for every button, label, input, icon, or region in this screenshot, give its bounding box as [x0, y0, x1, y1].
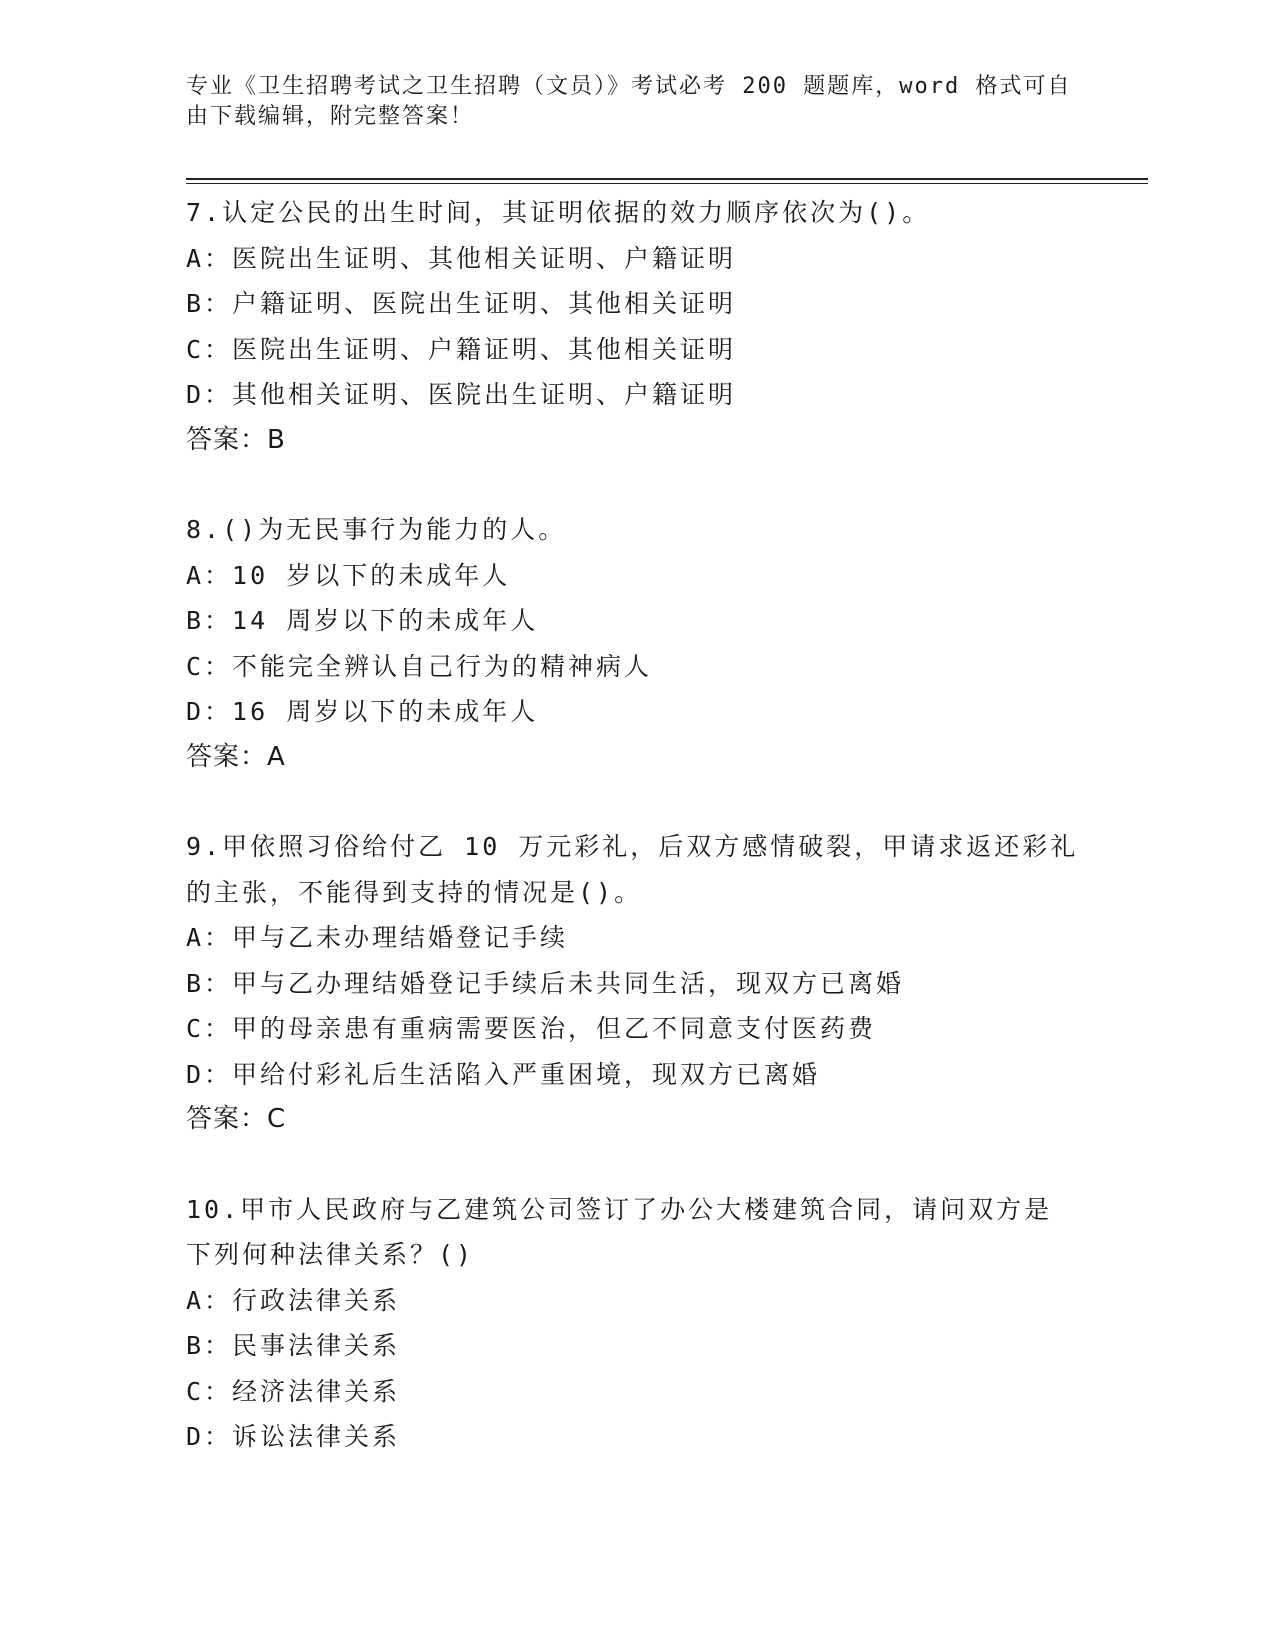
option-a: A：医院出生证明、其他相关证明、户籍证明: [186, 243, 737, 273]
option-d: D：其他相关证明、医院出生证明、户籍证明: [186, 380, 737, 409]
option-b: B：民事法律关系: [186, 1331, 401, 1360]
option-a: A：甲与乙未办理结婚登记手续: [186, 923, 569, 952]
question-10: [186, 1187, 1086, 1460]
option-a: A：行政法律关系: [186, 1285, 401, 1315]
header-line-2: 由下载编辑，附完整答案！: [186, 104, 475, 129]
question-9: [186, 824, 1086, 1143]
option-a: A：10 岁以下的未成年人: [186, 560, 511, 590]
question-stem-continued: 下列何种法律关系？(): [186, 1240, 475, 1269]
question-stem: 7.认定公民的出生时间，其证明依据的效力顺序依次为()。: [186, 198, 931, 227]
header-line-1: 专业《卫生招聘考试之卫生招聘（文员）》考试必考 200 题题库，word 格式可自: [186, 74, 1072, 99]
option-c: C：医院出生证明、户籍证明、其他相关证明: [186, 334, 737, 364]
option-b: B：户籍证明、医院出生证明、其他相关证明: [186, 289, 737, 318]
answer-line: 答案：B: [186, 424, 286, 455]
option-d: D：16 周岁以下的未成年人: [186, 697, 539, 726]
option-c: C：不能完全辨认自己行为的精神病人: [186, 651, 653, 681]
option-c: C：经济法律关系: [186, 1376, 401, 1406]
question-stem: 9.甲依照习俗给付乙 10 万元彩礼，后双方感情破裂，甲请求返还彩礼: [186, 832, 1079, 861]
question-list: [186, 190, 1086, 1504]
question-7: [186, 190, 1086, 463]
question-stem: 10.甲市人民政府与乙建筑公司签订了办公大楼建筑合同，请问双方是: [186, 1194, 1053, 1224]
option-b: B：甲与乙办理结婚登记手续后未共同生活，现双方已离婚: [186, 968, 905, 998]
question-8: [186, 507, 1086, 780]
option-d: D：诉讼法律关系: [186, 1422, 401, 1451]
answer-line: 答案：C: [186, 1104, 287, 1134]
option-b: B：14 周岁以下的未成年人: [186, 606, 539, 635]
document-header: [186, 72, 1072, 132]
option-d: D：甲给付彩礼后生活陷入严重困境，现双方已离婚: [186, 1059, 821, 1089]
header-divider-thin: [186, 183, 1148, 184]
header-divider-thick: [186, 178, 1148, 180]
question-stem: 8.()为无民事行为能力的人。: [186, 515, 567, 544]
question-stem-continued: 的主张，不能得到支持的情况是()。: [186, 877, 643, 907]
answer-line: 答案：A: [186, 741, 286, 772]
option-c: C：甲的母亲患有重病需要医治，但乙不同意支付医药费: [186, 1014, 877, 1043]
